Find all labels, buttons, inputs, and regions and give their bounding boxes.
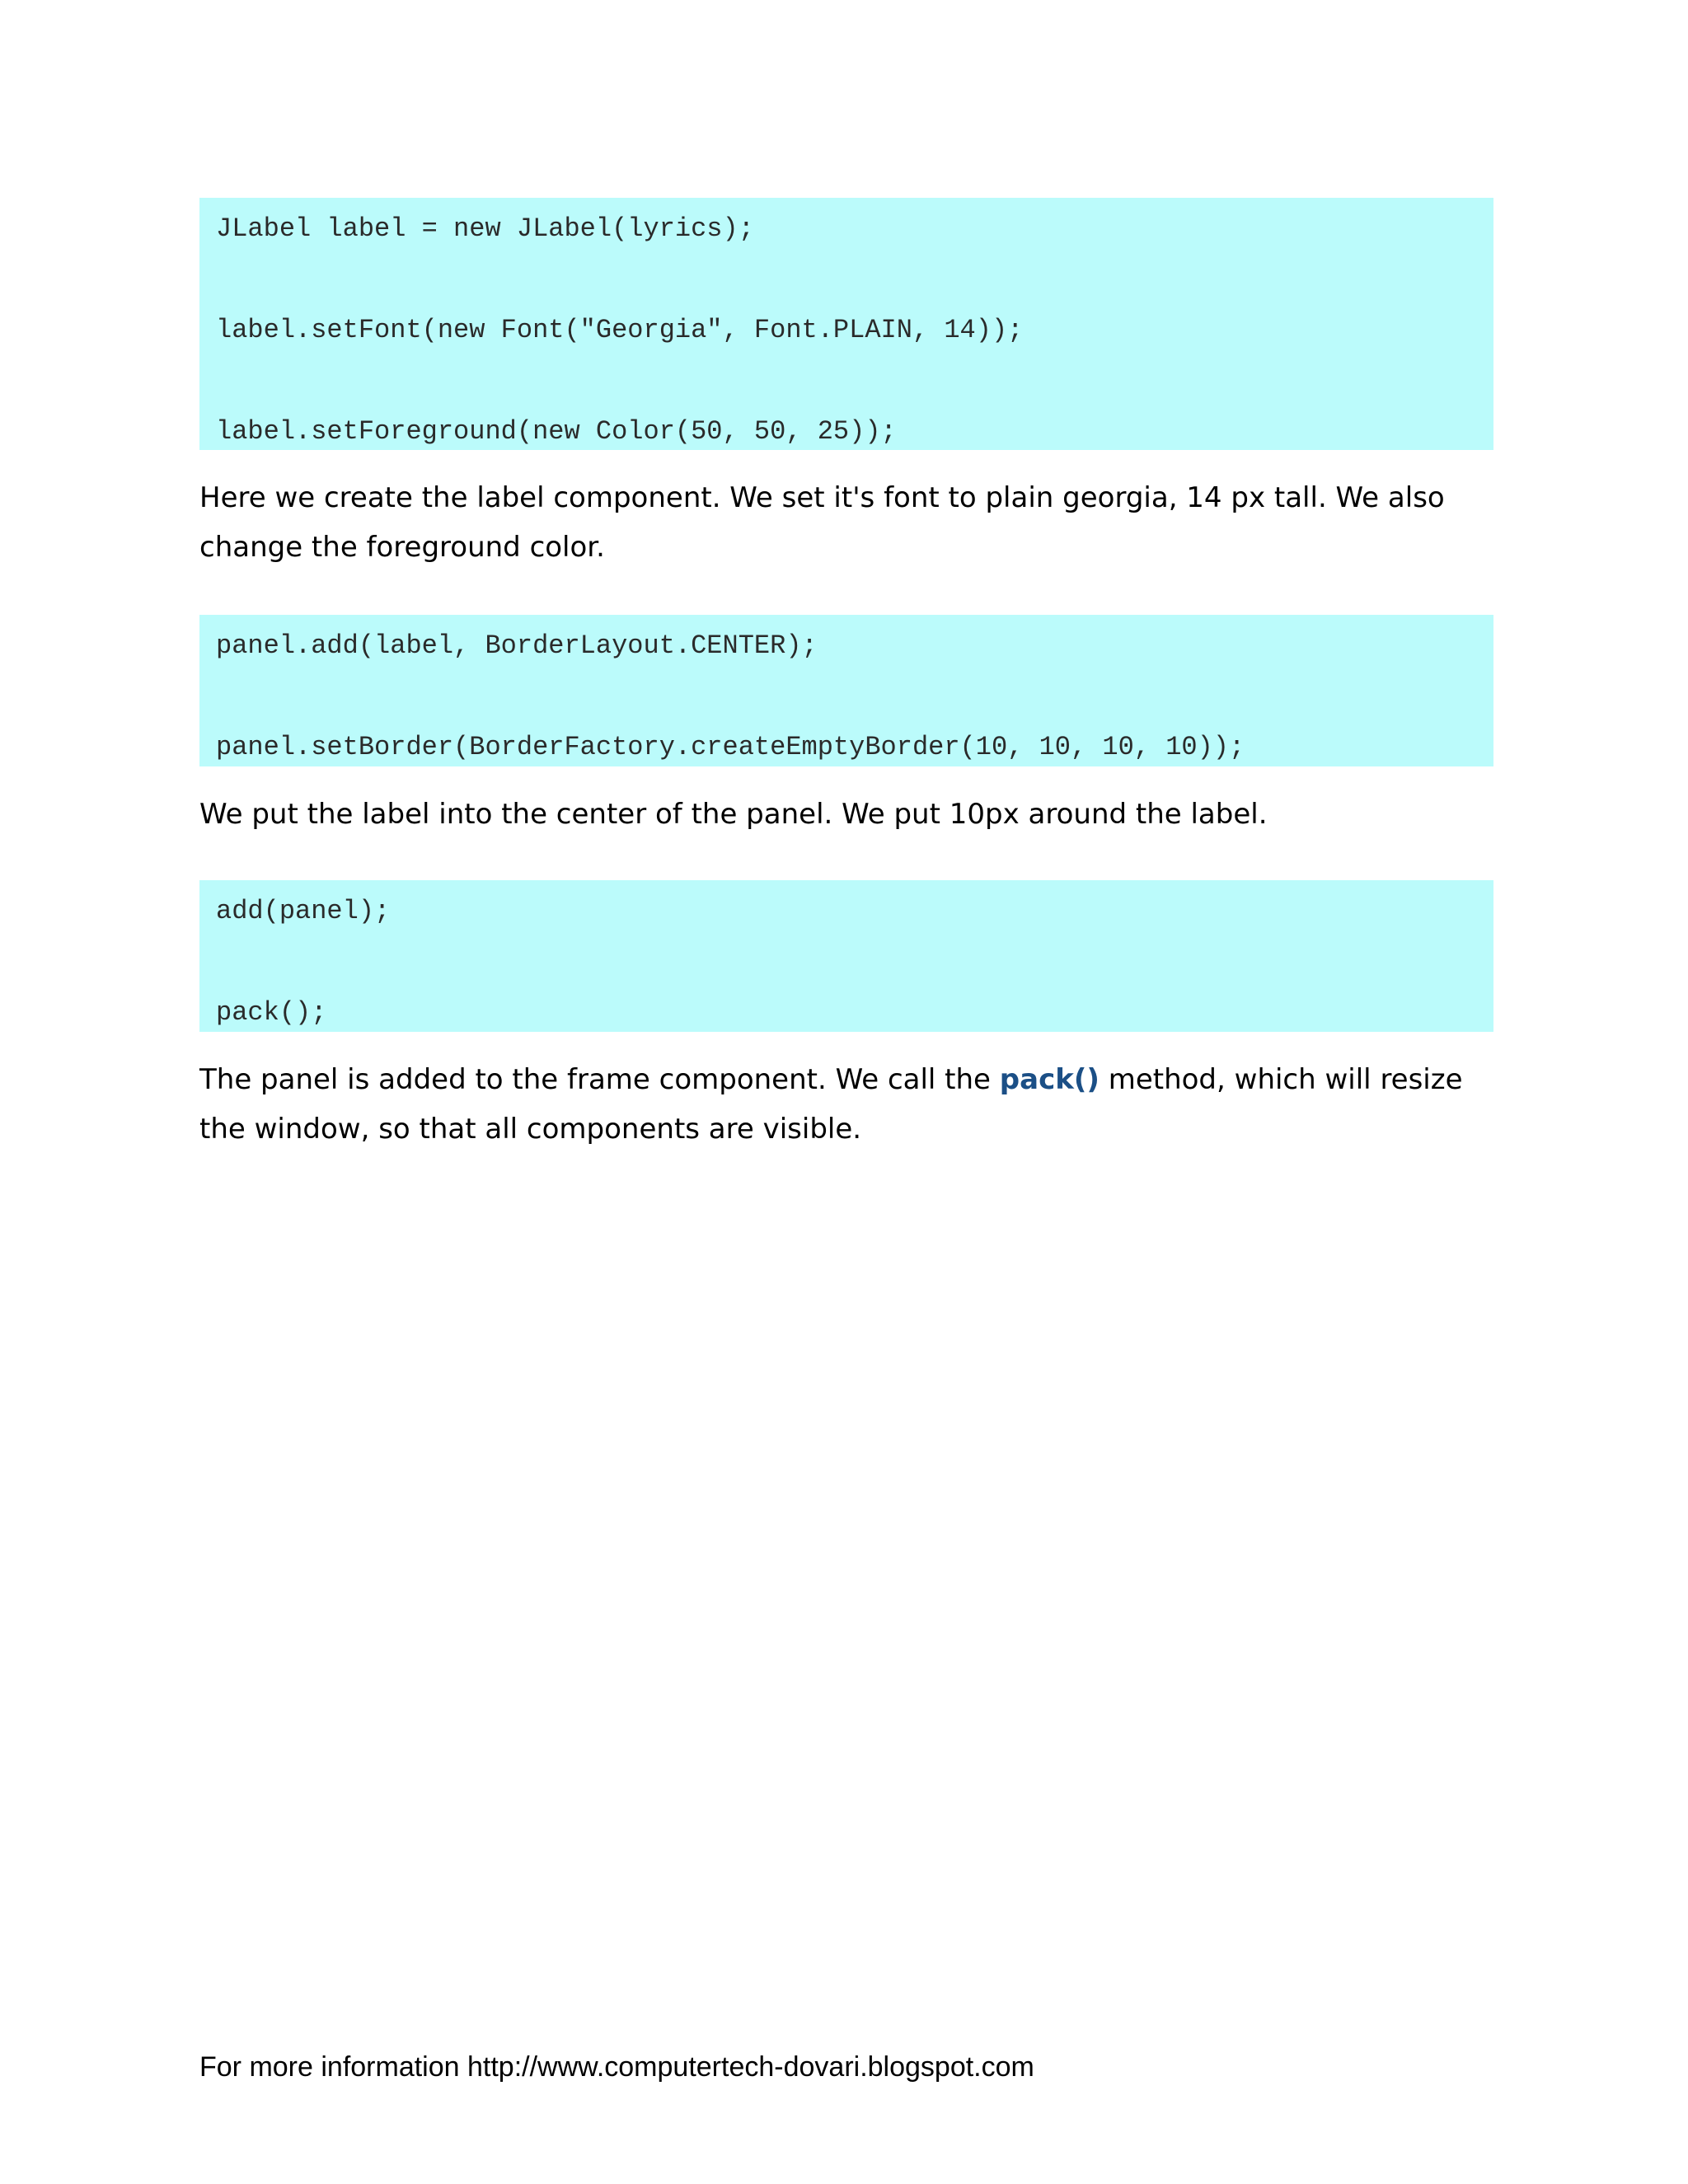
paragraph-panel-description: We put the label into the center of the panel. We put 10px around the label. <box>199 798 1268 831</box>
code-line: label.setFont(new Font("Georgia", Font.PLAIN, 14)); <box>216 315 1024 345</box>
paragraph-pack-description <box>199 1055 1493 1154</box>
code-line: pack(); <box>216 997 327 1028</box>
code-line: panel.add(label, BorderLayout.CENTER); <box>216 630 818 661</box>
code-line: panel.setBorder(BorderFactory.createEmptyBorder(10, 10, 10, 10)); <box>216 732 1245 762</box>
paragraph-label-description: Here we create the label component. We set it's font to plain georgia, 14 px tall. We also change the foreground color. <box>199 481 1445 564</box>
paragraph-text: method, which will resize the window, so that all components are visible. <box>199 1063 1463 1146</box>
code-line: add(panel); <box>216 896 391 926</box>
code-block-panel-setup <box>199 615 1493 766</box>
code-line: label.setForeground(new Color(50, 50, 25)); <box>216 416 897 447</box>
inline-code-pack: pack() <box>999 1063 1100 1096</box>
code-block-label-setup <box>199 198 1493 450</box>
code-block-frame-setup <box>199 880 1493 1032</box>
footer-info: For more information http://www.computertech-dovari.blogspot.com <box>199 2051 1034 2083</box>
code-line: JLabel label = new JLabel(lyrics); <box>216 213 754 244</box>
paragraph-text: The panel is added to the frame component. We call the <box>199 1063 1000 1096</box>
